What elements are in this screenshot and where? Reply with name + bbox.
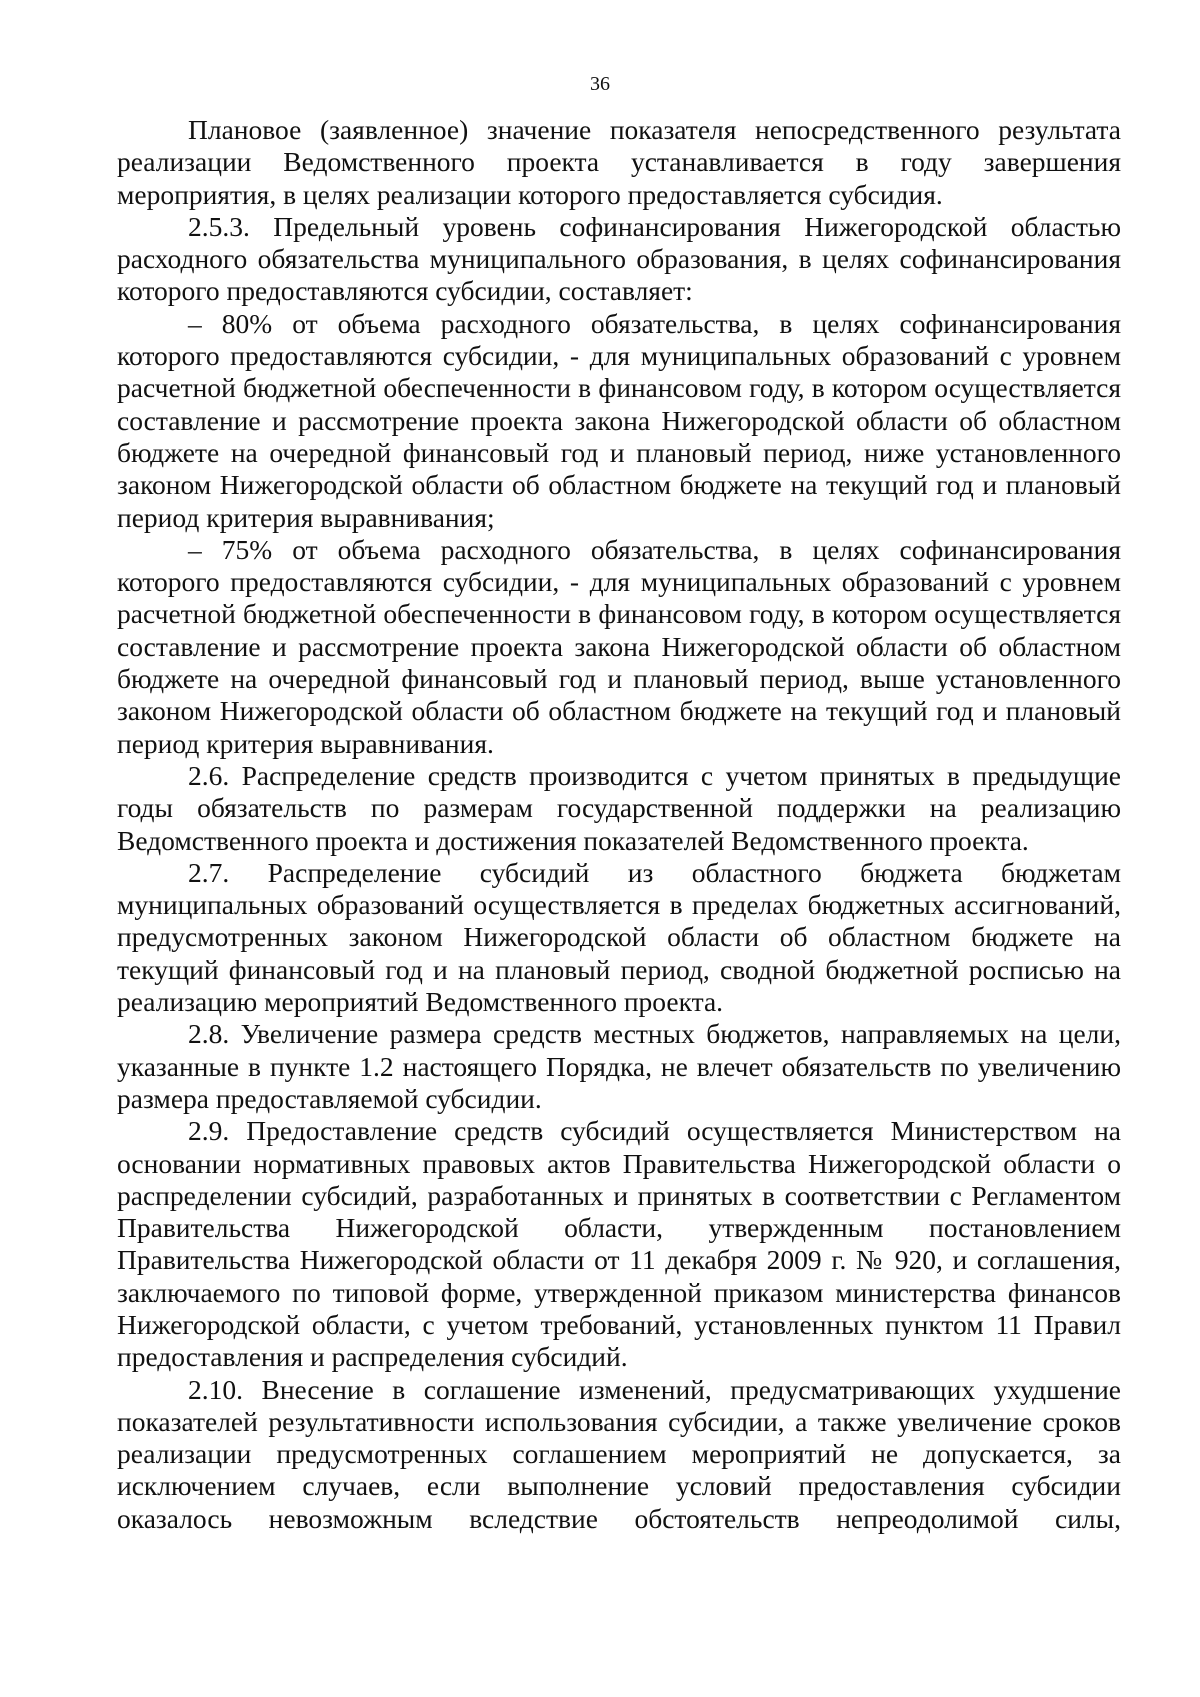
paragraph-2-6: 2.6. Распределение средств производится с учетом принятых в предыдущие годы обязательств по размерам государственной поддержки на реализацию Ведомственного проекта и достижения показателей Ведомственного проекта. — [117, 759, 1121, 856]
document-body — [117, 114, 1121, 1535]
paragraph-planned-value: Плановое (заявленное) значение показателя непосредственного результата реализации Ведомственного проекта устанавливается в году завершения мероприятия, в целях реализации которого предоставляется субсидия. — [117, 114, 1121, 210]
paragraph-2-10: 2.10. Внесение в соглашение изменений, предусматривающих ухудшение показателей результативности использования субсидии, а также увеличение сроков реализации предусмотренных соглашением мероприятий не допускается, за исключением случаев, если выполнение условий предоставления субсидии оказалось невозможным вследствие обстоятельств непреодолимой силы, — [117, 1373, 1121, 1534]
list-item-75-percent: – 75% от объема расходного обязательства, в целях софинансирования которого предоставляются субсидии, - для муниципальных образований с уровнем расчетной бюджетной обеспеченности в финансовом году, в котором осуществляется составление и рассмотрение проекта закона Нижегородской области об областном бюджете на очередной финансовый год и плановый период, выше установленного законом Нижегородской области об областном бюджете на текущий год и плановый период критерия выравнивания. — [117, 533, 1121, 759]
list-item-80-percent: – 80% от объема расходного обязательства, в целях софинансирования которого предоставляются субсидии, - для муниципальных образований с уровнем расчетной бюджетной обеспеченности в финансовом году, в котором осуществляется составление и рассмотрение проекта закона Нижегородской области об областном бюджете на очередной финансовый год и плановый период, ниже установленного законом Нижегородской области об областном бюджете на текущий год и плановый период критерия выравнивания; — [117, 307, 1121, 533]
paragraph-2-8: 2.8. Увеличение размера средств местных бюджетов, направляемых на цели, указанные в пункте 1.2 настоящего Порядка, не влечет обязательств по увеличению размера предоставляемой субсидии. — [117, 1018, 1121, 1114]
paragraph-2-9: 2.9. Предоставление средств субсидий осуществляется Министерством на основании нормативных правовых актов Правительства Нижегородской области о распределении субсидий, разработанных и принятых в соответствии с Регламентом Правительства Нижегородской области, утвержденным постановлением Правительства Нижегородской области от 11 декабря 2009 г. № 920, и соглашения, заключаемого по типовой форме, утвержденной приказом министерства финансов Нижегородской области, с учетом требований, установленных пунктом 11 Правил предоставления и распределения субсидий. — [117, 1115, 1121, 1373]
paragraph-2-5-3: 2.5.3. Предельный уровень софинансирования Нижегородской областью расходного обязательства муниципального образования, в целях софинансирования которого предоставляются субсидии, составляет: — [117, 210, 1121, 307]
paragraph-2-7: 2.7. Распределение субсидий из областного бюджета бюджетам муниципальных образований осуществляется в пределах бюджетных ассигнований, предусмотренных законом Нижегородской области об областном бюджете на текущий финансовый год и на плановый период, сводной бюджетной росписью на реализацию мероприятий Ведомственного проекта. — [117, 856, 1121, 1018]
page-number: 36 — [590, 73, 610, 95]
